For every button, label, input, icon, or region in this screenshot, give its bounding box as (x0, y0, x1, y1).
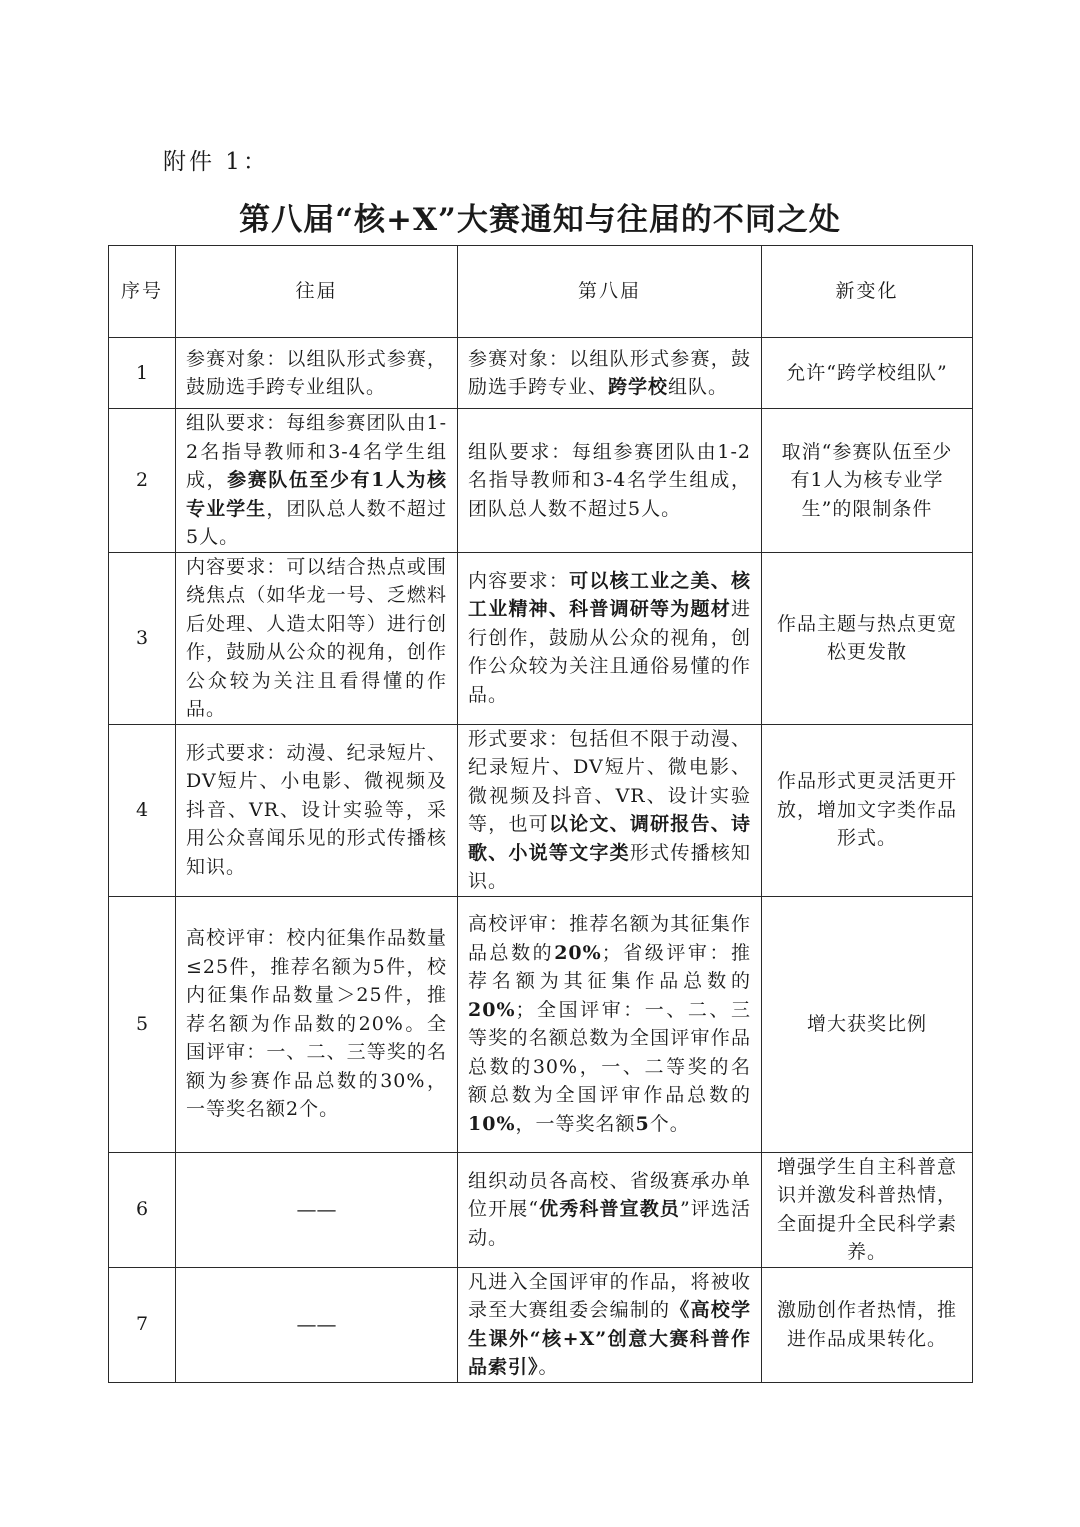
header-change: 新变化 (762, 246, 973, 338)
table-row (109, 409, 973, 553)
empty-dash (186, 1195, 447, 1224)
previous-cell (176, 409, 458, 553)
text-segment: 参赛对象：以组队形式参赛，鼓励选手跨专业组队。 (186, 347, 447, 398)
table-row (109, 1152, 973, 1267)
emphasis-text: 可以核工业之美、核工业精神、科普调研等为题材 (468, 569, 751, 621)
previous-cell (176, 1267, 458, 1382)
previous-cell (176, 338, 458, 409)
previous-text (186, 553, 447, 724)
emphasis-text: 20% (554, 941, 602, 964)
header-eighth: 第八届 (458, 246, 762, 338)
emphasis-text: 优秀科普宣教员 (539, 1198, 680, 1221)
eighth-text (468, 1167, 751, 1253)
previous-cell (176, 724, 458, 896)
eighth-cell (458, 552, 762, 724)
eighth-cell (458, 724, 762, 896)
emphasis-text: 10% (468, 1112, 516, 1135)
text-segment: 内容要求：可以结合热点或围绕焦点（如华龙一号、乏燃料后处理、人造太阳等）进行创作，鼓励从公众的视角，创作公众较为关注且看得懂的作品。 (186, 555, 447, 720)
table-row (109, 552, 973, 724)
previous-cell (176, 1152, 458, 1267)
change-text: 增大获奖比例 (762, 896, 973, 1152)
comparison-table (108, 245, 973, 1383)
text-segment: ；全国评审：一、二、三等奖的名额总数为全国评审作品总数的30%，一、二等奖的名额总数为全国评审作品总数的 (468, 998, 751, 1106)
text-segment: 形式传播核知识。 (468, 841, 751, 892)
emphasis-text: 跨学校 (608, 376, 669, 398)
text-segment: 。 (538, 1356, 559, 1378)
emphasis-text: 20% (468, 998, 516, 1021)
text-segment: 高校评审：推荐名额为其征集作品总数的 (468, 913, 751, 964)
attachment-label: 附件 1： (163, 149, 269, 175)
emphasis-text: 5 (635, 1112, 650, 1135)
table-header-row (109, 246, 973, 338)
table-row (109, 724, 973, 896)
row-seq: 7 (109, 1267, 176, 1382)
text-segment: —— (296, 1312, 337, 1337)
eighth-text (468, 1268, 751, 1382)
page-title: 第八届“核+X”大赛通知与往届的不同之处 (239, 202, 841, 238)
eighth-cell (458, 1267, 762, 1382)
row-seq: 5 (109, 896, 176, 1152)
emphasis-text: 参赛队伍至少有1人为核专业学生 (186, 469, 447, 520)
table-row (109, 338, 973, 409)
eighth-text (468, 345, 751, 402)
previous-text (186, 345, 447, 402)
eighth-cell (458, 1152, 762, 1267)
row-seq: 6 (109, 1152, 176, 1267)
empty-dash (186, 1310, 447, 1339)
eighth-cell (458, 896, 762, 1152)
header-previous: 往届 (176, 246, 458, 338)
text-segment: —— (296, 1197, 337, 1222)
previous-text (186, 924, 447, 1124)
text-segment: ；省级评审：推荐名额为其征集作品总数的 (468, 941, 751, 992)
text-segment: ，团队总人数不超过5人。 (186, 497, 447, 548)
text-segment: 个。 (649, 1112, 690, 1135)
change-text: 作品形式更灵活更开放，增加文字类作品形式。 (762, 724, 973, 896)
change-text: 增强学生自主科普意识并激发科普热情，全面提升全民科学素养。 (762, 1152, 973, 1267)
change-text: 允许“跨学校组队” (762, 338, 973, 409)
change-text: 作品主题与热点更宽松更发散 (762, 552, 973, 724)
eighth-cell (458, 409, 762, 553)
eighth-cell (458, 338, 762, 409)
row-seq: 3 (109, 552, 176, 724)
table-row (109, 896, 973, 1152)
previous-cell (176, 896, 458, 1152)
text-segment: 高校评审：校内征集作品数量≤25件，推荐名额为5件，校内征集作品数量＞25件，推荐名额为作品数的20%。全国评审：一、二、三等奖的名额为参赛作品总数的30%，一等奖名额2个。 (186, 927, 447, 1121)
eighth-text (468, 438, 751, 524)
text-segment: ”评选活动。 (468, 1198, 751, 1249)
emphasis-text: 以论文、调研报告、诗歌、小说等文字类 (468, 813, 751, 864)
text-segment: 形式要求：动漫、纪录短片、DV短片、小电影、微视频及抖音、VR、设计实验等，采用公众喜闻乐见的形式传播核知识。 (186, 741, 447, 878)
previous-text (186, 409, 447, 552)
text-segment: 组队。 (668, 376, 729, 398)
emphasis-text: 《高校学生课外“核+X”创意大赛科普作品索引》 (468, 1299, 751, 1378)
header-seq: 序号 (109, 246, 176, 338)
change-text: 激励创作者热情，推进作品成果转化。 (762, 1267, 973, 1382)
previous-text (186, 739, 447, 882)
text-segment: 组织动员各高校、省级赛承办单位开展“ (468, 1169, 751, 1221)
row-seq: 1 (109, 338, 176, 409)
text-segment: ，一等奖名额 (515, 1112, 636, 1135)
text-segment: 进行创作，鼓励从公众的视角，创作公众较为关注且通俗易懂的作品。 (468, 598, 751, 706)
text-segment: 内容要求： (468, 569, 570, 592)
eighth-text (468, 725, 751, 896)
table-row (109, 1267, 973, 1382)
eighth-text (468, 567, 751, 710)
text-segment: 形式要求：包括但不限于动漫、纪录短片、DV短片、微电影、微视频及抖音、VR、设计实验等，也可 (468, 727, 751, 835)
text-segment: 组队要求：每组参赛团队由1-2名指导教师和3-4名学生组成， (186, 412, 447, 491)
text-segment: 凡进入全国评审的作品，将被收录至大赛组委会编制的 (468, 1270, 751, 1321)
text-segment: 参赛对象：以组队形式参赛，鼓励选手跨专业、 (468, 347, 751, 398)
previous-cell (176, 552, 458, 724)
row-seq: 4 (109, 724, 176, 896)
eighth-text (468, 910, 751, 1138)
row-seq: 2 (109, 409, 176, 553)
change-text: 取消“参赛队伍至少有1人为核专业学生”的限制条件 (762, 409, 973, 553)
text-segment: 组队要求：每组参赛团队由1-2名指导教师和3-4名学生组成，团队总人数不超过5人。 (468, 440, 751, 520)
